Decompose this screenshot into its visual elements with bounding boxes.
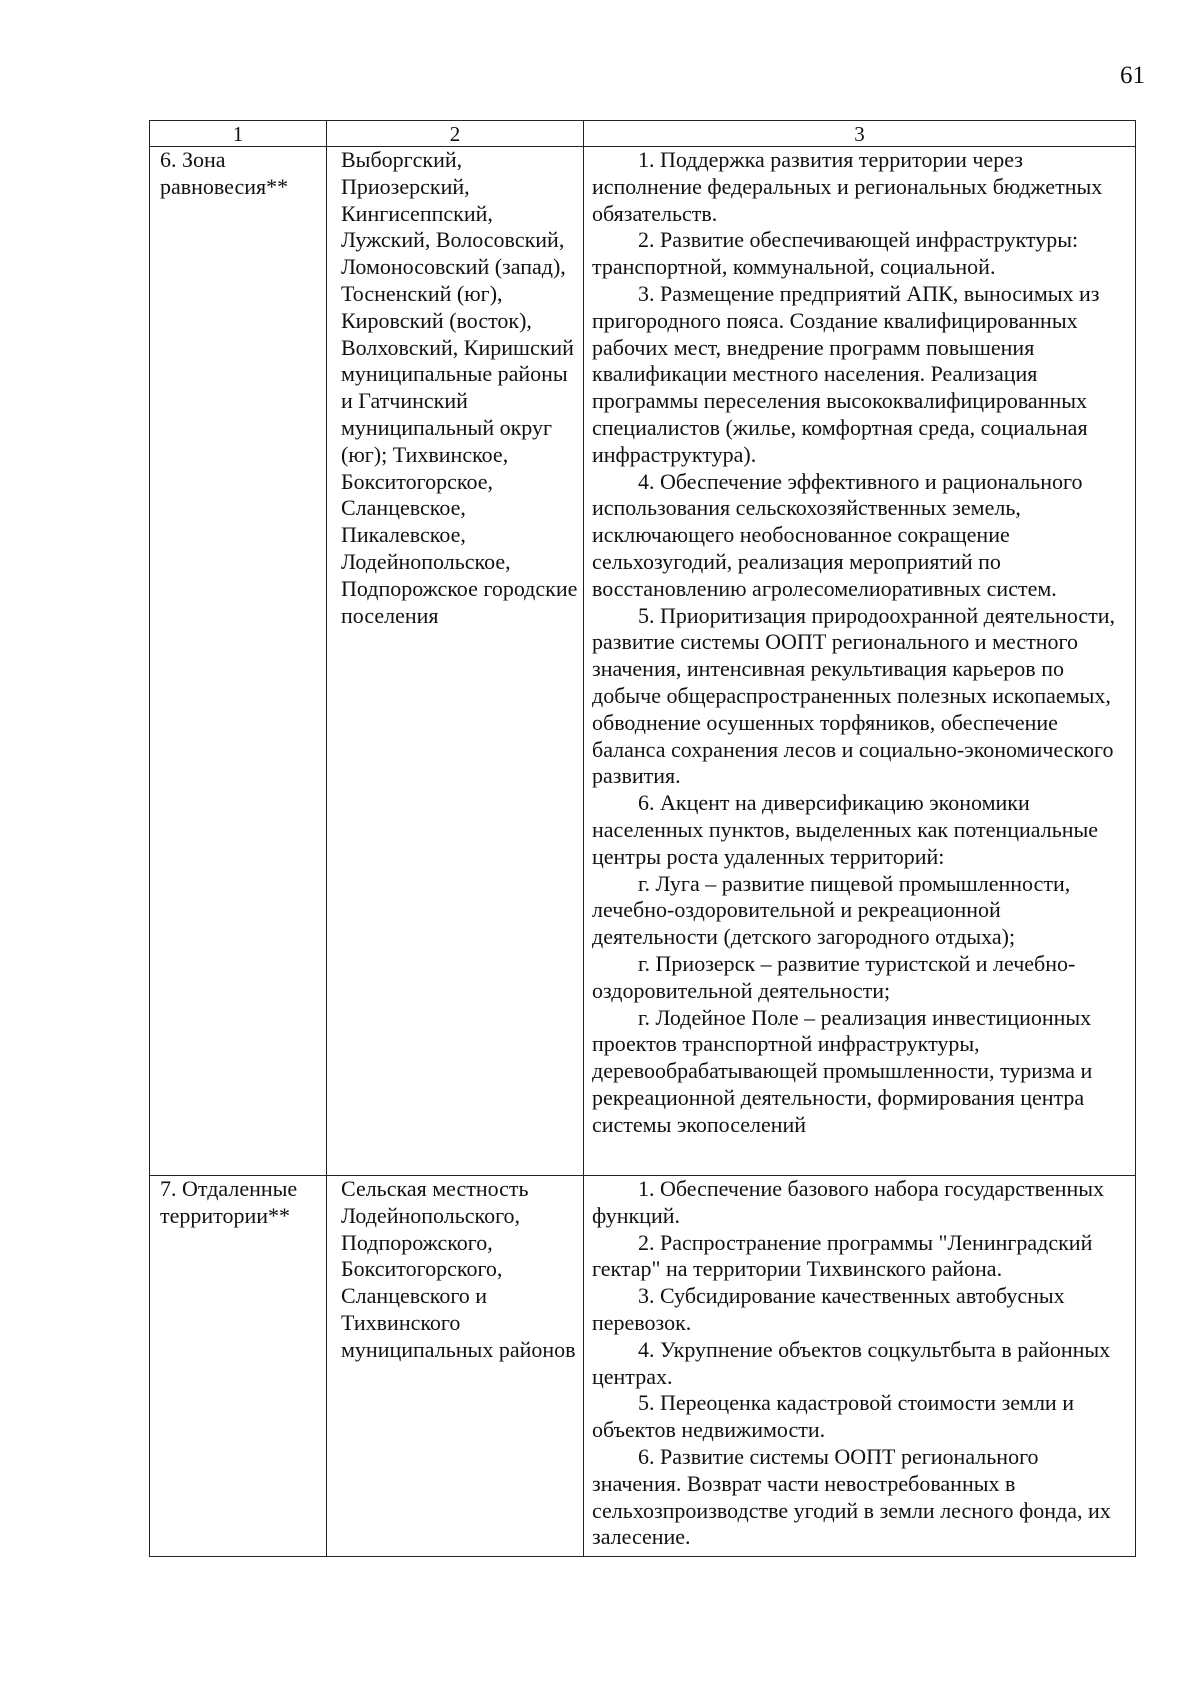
measure-item: 5. Приоритизация природоохранной деятельности, развитие системы ООПТ регионального и местного значения, интенсивная рекультивация карьеров по добыче общераспространенных полезных ископаемых, обводнение осушенных торфяников, обеспечение баланса сохранения лесов и социально-экономического развития. [592,602,1116,789]
measure-item: 4. Обеспечение эффективного и рационального использования сельскохозяйственных земель, исключающего необоснованное сокращение сельхозугодий, реализация мероприятий по восстановлению агролесомелиоративных систем. [592,468,1083,601]
measure-item: г. Лодейное Поле – реализация инвестиционных проектов транспортной инфраструктуры, деревообрабатывающей промышленности, туризма и рекреационной деятельности, формирования центра системы экопоселений [592,1004,1093,1137]
column-header-3: 3 [584,121,1136,147]
measure-item: 6. Акцент на диверсификацию экономики населенных пунктов, выделенных как потенциальные центры роста удаленных территорий: [592,790,1099,869]
zone-cell: 7. Отдаленные территории** [150,1176,327,1557]
measure-item: 4. Укрупнение объектов соцкультбыта в районных центрах. [592,1336,1111,1389]
measure-item: 1. Поддержка развития территории через исполнение федеральных и региональных бюджетных обязательств. [592,147,1103,226]
zoning-table [149,120,1136,1557]
measure-item: г. Приозерск – развитие туристской и лечебно-оздоровительной деятельности; [592,950,1076,1003]
table-row [150,147,1136,1176]
measure-item: г. Луга – развитие пищевой промышленности, лечебно-оздоровительной и рекреационной деятельности (детского загородного отдыха); [592,870,1071,950]
measure-item: 2. Развитие обеспечивающей инфраструктуры: транспортной, коммунальной, социальной. [592,227,1079,280]
table-row [150,1176,1136,1557]
areas-cell: Сельская местность Лодейнопольского, Подпорожского, Бокситогорского, Сланцевского и Тихвинского муниципальных районов [327,1176,584,1557]
areas-cell: Выборгский, Приозерский, Кингисеппский, Лужский, Волосовский, Ломоносовский (запад), Тосненский (юг), Кировский (восток), Волховский, Киришский муниципальные районы и Гатчинский муниципальный округ (юг); Тихвинское, Бокситогорское, Сланцевское, Пикалевское, Лодейнопольское, Подпорожское городские поселения [327,147,584,1176]
measures-cell [584,1176,1136,1557]
column-header-2: 2 [327,121,584,147]
measure-item: 5. Переоценка кадастровой стоимости земли и объектов недвижимости. [592,1390,1074,1443]
measure-item: 2. Распространение программы "Ленинградский гектар" на территории Тихвинского района. [592,1229,1093,1282]
measure-item: 6. Развитие системы ООПТ регионального значения. Возврат части невостребованных в сельхозпроизводстве угодий в земли лесного фонда, их залесение. [592,1443,1111,1550]
measure-item: 3. Субсидирование качественных автобусных перевозок. [592,1283,1065,1335]
page-number: 61 [1120,62,1145,89]
column-header-1: 1 [150,121,327,147]
measure-item: 3. Размещение предприятий АПК, выносимых из пригородного пояса. Создание квалифицированных рабочих мест, внедрение программ повышения квалификации местного населения. Реализация программы переселения высококвалифицированных специалистов (жилье, комфортная среда, социальная инфраструктура). [592,280,1100,467]
measures-cell [584,147,1136,1176]
zone-cell: 6. Зона равновесия** [150,147,327,1176]
measure-item: 1. Обеспечение базового набора государственных функций. [592,1176,1105,1228]
table-header-row [150,121,1136,147]
